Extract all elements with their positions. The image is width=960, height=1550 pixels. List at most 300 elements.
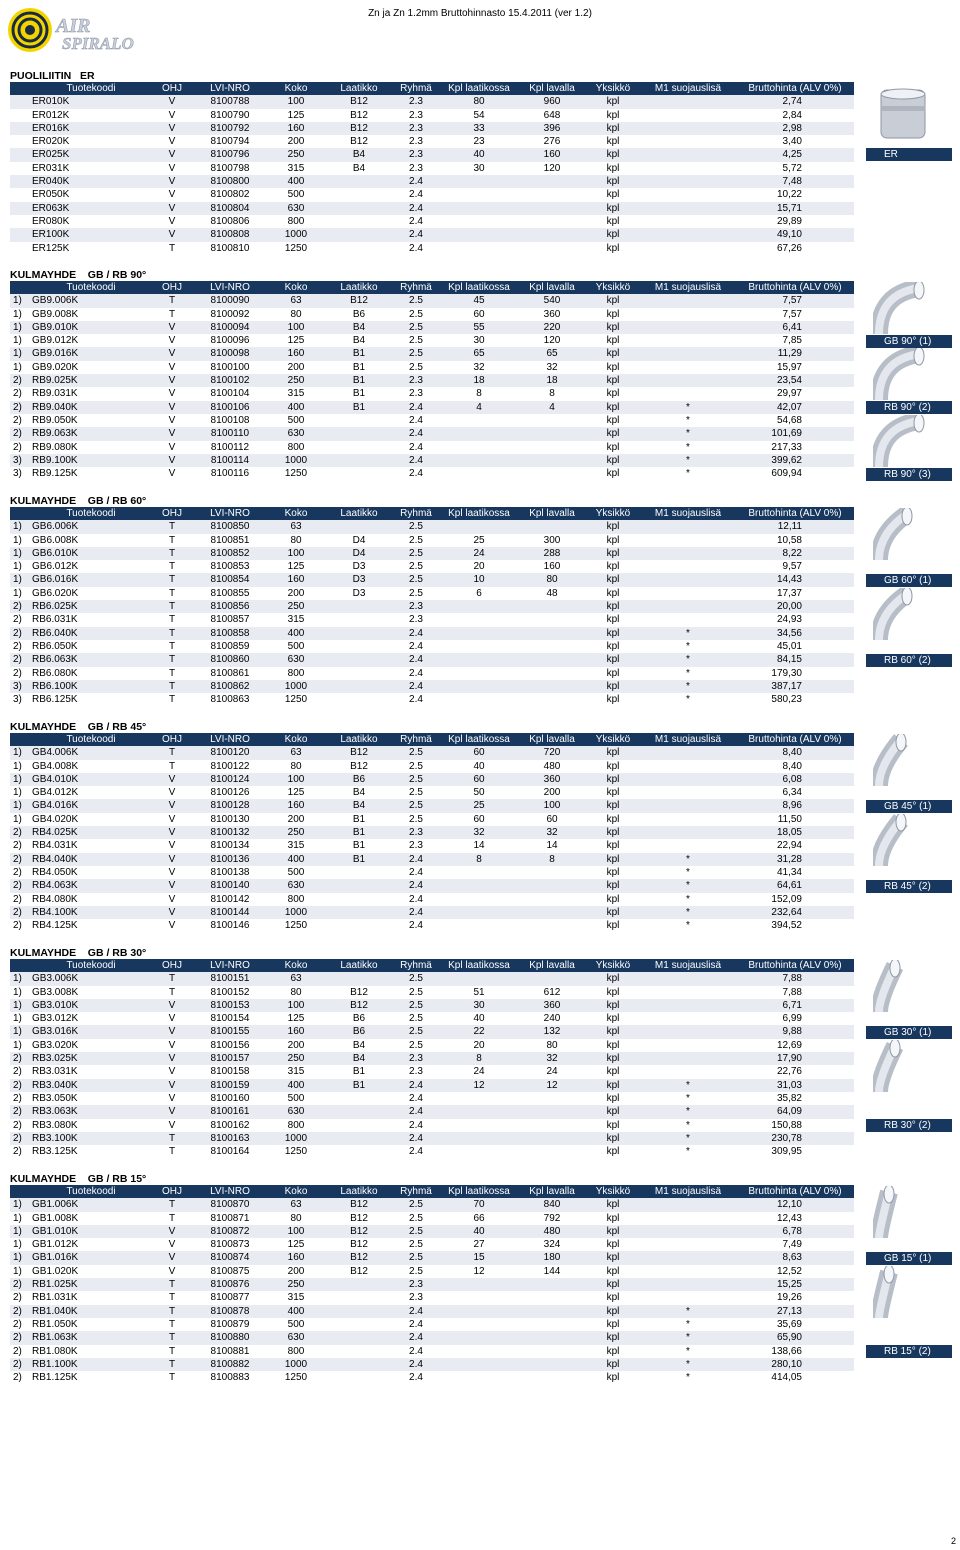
table-cell: D3 [326, 560, 392, 573]
table-cell: 612 [518, 986, 586, 999]
table-cell [440, 1132, 518, 1145]
table-cell: V [150, 1238, 194, 1251]
table-cell: B12 [326, 1212, 392, 1225]
table-cell: 2.4 [392, 1145, 440, 1158]
table-cell: 8100857 [194, 613, 266, 626]
table-row [10, 1012, 854, 1025]
table-cell: 8100880 [194, 1331, 266, 1344]
elbow-icon [873, 415, 933, 471]
table-row [10, 427, 854, 440]
table-cell [518, 1278, 586, 1291]
table-cell: V [150, 361, 194, 374]
table-cell: 276 [518, 135, 586, 148]
table-row [10, 826, 854, 839]
table-cell: 63 [266, 294, 326, 307]
table-cell: RB4.040K [32, 853, 150, 866]
table-cell: 2) [10, 866, 32, 879]
table-cell: 29,97 [736, 387, 854, 400]
table-cell: 125 [266, 1012, 326, 1025]
table-cell [640, 321, 736, 334]
table-cell: T [150, 573, 194, 586]
table-cell [440, 1278, 518, 1291]
table-cell: V [150, 786, 194, 799]
table-cell: 8100100 [194, 361, 266, 374]
price-table [10, 959, 854, 1158]
table-cell: 8100853 [194, 560, 266, 573]
table-cell: 2.4 [392, 1371, 440, 1384]
table-cell: 8100142 [194, 893, 266, 906]
table-cell: 2) [10, 1105, 32, 1118]
table-cell: 7,88 [736, 986, 854, 999]
table-cell: kpl [586, 587, 640, 600]
table-cell: 4,25 [736, 148, 854, 161]
table-cell [440, 1105, 518, 1118]
table-cell: GB1.020K [32, 1265, 150, 1278]
table-cell: 8100856 [194, 600, 266, 613]
table-cell: 27,13 [736, 1305, 854, 1318]
table-header-row [10, 1185, 854, 1198]
table-row [10, 242, 854, 255]
table-cell: 8100851 [194, 534, 266, 547]
table-cell [326, 1132, 392, 1145]
table-cell: * [640, 1119, 736, 1132]
table-cell: 399,62 [736, 454, 854, 467]
column-header: M1 suojauslisä [640, 959, 736, 972]
table-cell: kpl [586, 1039, 640, 1052]
table-cell: 1) [10, 547, 32, 560]
table-cell [326, 188, 392, 201]
table-cell: V [150, 427, 194, 440]
table-cell: 15,71 [736, 202, 854, 215]
table-cell: RB1.080K [32, 1345, 150, 1358]
table-cell [440, 175, 518, 188]
table-cell: 160 [266, 1025, 326, 1038]
table-cell: B4 [326, 321, 392, 334]
table-cell [326, 1092, 392, 1105]
table-cell: 2.4 [392, 879, 440, 892]
column-header: LVI-NRO [194, 281, 266, 294]
table-row [10, 799, 854, 812]
table-cell: 2.4 [392, 215, 440, 228]
table-cell: 6,08 [736, 773, 854, 786]
table-cell: 70 [440, 1198, 518, 1211]
table-cell: 8100798 [194, 162, 266, 175]
table-cell: T [150, 547, 194, 560]
table-cell: 3) [10, 467, 32, 480]
table-cell: 2,84 [736, 109, 854, 122]
table-cell: RB9.031K [32, 387, 150, 400]
table-cell: V [150, 387, 194, 400]
table-cell [518, 893, 586, 906]
table-cell: 1) [10, 746, 32, 759]
table-cell: 5,72 [736, 162, 854, 175]
table-row [10, 1251, 854, 1264]
table-cell: 65 [518, 347, 586, 360]
table-cell: 2.5 [392, 1039, 440, 1052]
column-header: Koko [266, 733, 326, 746]
table-cell: GB3.012K [32, 1012, 150, 1025]
table-cell: 2.4 [392, 242, 440, 255]
table-cell: kpl [586, 467, 640, 480]
table-row [10, 135, 854, 148]
column-header: Tuotekoodi [32, 82, 150, 95]
table-cell: 125 [266, 560, 326, 573]
table-cell: 84,15 [736, 653, 854, 666]
table-cell: GB4.016K [32, 799, 150, 812]
table-cell: B1 [326, 361, 392, 374]
table-row [10, 1318, 854, 1331]
column-header: Yksikkö [586, 733, 640, 746]
table-cell: kpl [586, 294, 640, 307]
table-cell: 630 [266, 879, 326, 892]
table-cell: 630 [266, 653, 326, 666]
table-cell [518, 1291, 586, 1304]
table-cell [326, 414, 392, 427]
column-header: Bruttohinta (ALV 0%) [736, 959, 854, 972]
table-cell: B4 [326, 162, 392, 175]
table-cell: 3) [10, 680, 32, 693]
table-cell: B12 [326, 1225, 392, 1238]
table-cell: 8 [518, 387, 586, 400]
table-cell: RB3.031K [32, 1065, 150, 1078]
table-cell: kpl [586, 773, 640, 786]
table-cell: 2) [10, 653, 32, 666]
table-cell: 8100860 [194, 653, 266, 666]
product-label-rb-90-2: RB 90° (2) [866, 401, 952, 414]
table-cell: 315 [266, 1065, 326, 1078]
table-row [10, 1145, 854, 1158]
table-cell: 250 [266, 600, 326, 613]
table-cell: GB1.012K [32, 1238, 150, 1251]
table-cell: 8100126 [194, 786, 266, 799]
table-cell: 18,05 [736, 826, 854, 839]
table-row [10, 547, 854, 560]
table-cell: GB6.006K [32, 520, 150, 533]
price-table [10, 82, 854, 255]
table-cell: RB6.063K [32, 653, 150, 666]
table-cell: 500 [266, 640, 326, 653]
table-cell [440, 1318, 518, 1331]
table-cell [640, 1265, 736, 1278]
table-cell [518, 1132, 586, 1145]
header-cell [10, 281, 32, 294]
table-row [10, 228, 854, 241]
column-header: OHJ [150, 733, 194, 746]
table-cell: V [150, 334, 194, 347]
table-cell [326, 467, 392, 480]
table-cell: kpl [586, 853, 640, 866]
table-cell: kpl [586, 1278, 640, 1291]
table-cell [440, 242, 518, 255]
table-cell: V [150, 347, 194, 360]
table-cell: kpl [586, 600, 640, 613]
table-cell [326, 1291, 392, 1304]
table-cell: kpl [586, 308, 640, 321]
column-header: Kpl laatikossa [440, 733, 518, 746]
table-row [10, 1305, 854, 1318]
table-cell: ER031K [32, 162, 150, 175]
table-row [10, 1079, 854, 1092]
table-cell: 8100140 [194, 879, 266, 892]
table-row [10, 401, 854, 414]
column-header: Kpl laatikossa [440, 1185, 518, 1198]
table-cell: 8100794 [194, 135, 266, 148]
table-cell: 100 [266, 547, 326, 560]
table-cell: 387,17 [736, 680, 854, 693]
table-cell: 12,11 [736, 520, 854, 533]
column-header: Laatikko [326, 82, 392, 95]
table-cell: ER012K [32, 109, 150, 122]
table-cell: 8100810 [194, 242, 266, 255]
table-row [10, 560, 854, 573]
table-cell: 500 [266, 414, 326, 427]
table-cell [10, 228, 32, 241]
table-cell: T [150, 1198, 194, 1211]
table-cell [440, 1358, 518, 1371]
table-cell [640, 999, 736, 1012]
table-cell [326, 1145, 392, 1158]
table-cell: kpl [586, 1012, 640, 1025]
table-cell: 2.3 [392, 1065, 440, 1078]
table-cell: 2) [10, 1079, 32, 1092]
table-cell: 2.3 [392, 387, 440, 400]
column-header: LVI-NRO [194, 507, 266, 520]
table-cell: RB9.040K [32, 401, 150, 414]
table-cell [10, 215, 32, 228]
table-cell: 60 [440, 308, 518, 321]
table-row [10, 321, 854, 334]
table-cell: 1) [10, 1198, 32, 1211]
table-row [10, 202, 854, 215]
section-title: KULMAYHDE GB / RB 15° [10, 1173, 147, 1185]
table-cell: kpl [586, 1251, 640, 1264]
table-cell [640, 986, 736, 999]
table-cell: B12 [326, 95, 392, 108]
table-cell: kpl [586, 334, 640, 347]
table-cell: kpl [586, 573, 640, 586]
table-cell: 2.5 [392, 813, 440, 826]
table-cell: 232,64 [736, 906, 854, 919]
table-cell: 2.5 [392, 294, 440, 307]
table-cell: 1) [10, 799, 32, 812]
table-cell: 100 [266, 1225, 326, 1238]
table-cell: 2) [10, 613, 32, 626]
table-cell: kpl [586, 746, 640, 759]
table-row [10, 520, 854, 533]
table-cell: GB9.012K [32, 334, 150, 347]
table-cell: 2.3 [392, 826, 440, 839]
table-cell: * [640, 1132, 736, 1145]
table-cell: T [150, 693, 194, 706]
table-cell: D3 [326, 587, 392, 600]
table-cell: RB3.080K [32, 1119, 150, 1132]
table-cell: V [150, 228, 194, 241]
table-cell [640, 613, 736, 626]
column-header: Tuotekoodi [32, 959, 150, 972]
table-row [10, 1092, 854, 1105]
table-cell: 54 [440, 109, 518, 122]
table-cell [518, 1345, 586, 1358]
table-cell: kpl [586, 893, 640, 906]
column-header: Kpl laatikossa [440, 281, 518, 294]
table-cell [326, 1318, 392, 1331]
elbow-icon [873, 814, 933, 870]
table-cell: RB3.040K [32, 1079, 150, 1092]
table-cell: kpl [586, 1305, 640, 1318]
table-cell: T [150, 560, 194, 573]
product-label-rb-45-2: RB 45° (2) [866, 880, 952, 893]
table-cell [518, 228, 586, 241]
table-cell: kpl [586, 387, 640, 400]
table-cell: 2) [10, 1291, 32, 1304]
table-cell [640, 374, 736, 387]
column-header: Bruttohinta (ALV 0%) [736, 281, 854, 294]
table-cell [440, 653, 518, 666]
table-cell: 6,71 [736, 999, 854, 1012]
table-cell: 648 [518, 109, 586, 122]
table-cell: 1250 [266, 242, 326, 255]
table-cell: kpl [586, 760, 640, 773]
price-table [10, 733, 854, 932]
table-cell: 1) [10, 1012, 32, 1025]
table-cell: 200 [518, 786, 586, 799]
table-cell: 7,57 [736, 294, 854, 307]
table-cell: D3 [326, 573, 392, 586]
table-cell: 11,50 [736, 813, 854, 826]
column-header: M1 suojauslisä [640, 733, 736, 746]
table-cell: 2.5 [392, 1251, 440, 1264]
column-header: LVI-NRO [194, 1185, 266, 1198]
table-cell: kpl [586, 135, 640, 148]
table-cell: GB4.010K [32, 773, 150, 786]
table-cell [10, 122, 32, 135]
table-cell: 1) [10, 1212, 32, 1225]
table-cell: 2.5 [392, 746, 440, 759]
table-cell: 1) [10, 786, 32, 799]
table-row [10, 215, 854, 228]
table-cell: 6,99 [736, 1012, 854, 1025]
table-cell [440, 1092, 518, 1105]
elbow-icon [873, 734, 933, 790]
table-cell [518, 467, 586, 480]
table-cell: 2) [10, 1119, 32, 1132]
table-cell: 19,26 [736, 1291, 854, 1304]
table-cell: 15,97 [736, 361, 854, 374]
table-cell: 1) [10, 587, 32, 600]
table-cell: B1 [326, 347, 392, 360]
table-cell [518, 1092, 586, 1105]
table-row [10, 680, 854, 693]
table-cell [518, 613, 586, 626]
table-cell: 17,90 [736, 1052, 854, 1065]
table-cell: GB1.008K [32, 1212, 150, 1225]
table-row [10, 387, 854, 400]
table-cell: 6,34 [736, 786, 854, 799]
table-cell [640, 122, 736, 135]
table-cell [440, 640, 518, 653]
table-cell: 8,96 [736, 799, 854, 812]
table-cell: 8100878 [194, 1305, 266, 1318]
table-cell: 580,23 [736, 693, 854, 706]
table-cell [640, 560, 736, 573]
table-cell [440, 693, 518, 706]
table-row [10, 109, 854, 122]
table-row [10, 893, 854, 906]
table-cell [326, 1345, 392, 1358]
table-cell: 2,74 [736, 95, 854, 108]
table-cell [10, 202, 32, 215]
table-cell: T [150, 972, 194, 985]
column-header: Bruttohinta (ALV 0%) [736, 507, 854, 520]
table-cell: 1) [10, 1025, 32, 1038]
product-label-gb-15-1: GB 15° (1) [866, 1252, 952, 1265]
table-cell: B4 [326, 1052, 392, 1065]
table-cell: 8100098 [194, 347, 266, 360]
table-cell: V [150, 188, 194, 201]
table-cell: 29,89 [736, 215, 854, 228]
table-cell: 315 [266, 613, 326, 626]
table-cell: V [150, 1065, 194, 1078]
table-cell: 1) [10, 986, 32, 999]
price-table [10, 507, 854, 706]
table-cell: 8,40 [736, 746, 854, 759]
table-cell: 8100164 [194, 1145, 266, 1158]
table-row [10, 613, 854, 626]
table-cell: kpl [586, 547, 640, 560]
table-cell: 2) [10, 879, 32, 892]
table-cell: V [150, 1119, 194, 1132]
table-cell: kpl [586, 242, 640, 255]
table-cell: GB3.008K [32, 986, 150, 999]
table-cell: 20 [440, 560, 518, 573]
table-cell [440, 919, 518, 932]
table-cell: kpl [586, 361, 640, 374]
table-cell: 8100112 [194, 441, 266, 454]
table-cell: 1250 [266, 1145, 326, 1158]
table-cell: 1000 [266, 680, 326, 693]
table-cell: 152,09 [736, 893, 854, 906]
table-row [10, 640, 854, 653]
column-header: Tuotekoodi [32, 733, 150, 746]
table-cell: 8100108 [194, 414, 266, 427]
table-cell [640, 1039, 736, 1052]
table-cell: 2) [10, 414, 32, 427]
table-cell [640, 242, 736, 255]
table-cell: 8100120 [194, 746, 266, 759]
table-cell: T [150, 667, 194, 680]
product-label-rb-15-2: RB 15° (2) [866, 1345, 952, 1358]
table-cell [326, 1119, 392, 1132]
table-cell: RB6.050K [32, 640, 150, 653]
table-cell: 63 [266, 520, 326, 533]
table-cell: 8100106 [194, 401, 266, 414]
product-label-gb-30-1: GB 30° (1) [866, 1026, 952, 1039]
table-cell: 160 [518, 560, 586, 573]
product-label-rb-60-2: RB 60° (2) [866, 654, 952, 667]
header-cell [10, 959, 32, 972]
table-cell: 9,57 [736, 560, 854, 573]
column-header: LVI-NRO [194, 82, 266, 95]
table-cell: 2) [10, 374, 32, 387]
table-cell: B12 [326, 1198, 392, 1211]
table-cell: 80 [266, 760, 326, 773]
table-cell [518, 906, 586, 919]
table-cell [518, 879, 586, 892]
table-cell: 8100163 [194, 1132, 266, 1145]
table-cell: 630 [266, 1105, 326, 1118]
table-cell: 1) [10, 972, 32, 985]
product-label-gb-45-1: GB 45° (1) [866, 800, 952, 813]
